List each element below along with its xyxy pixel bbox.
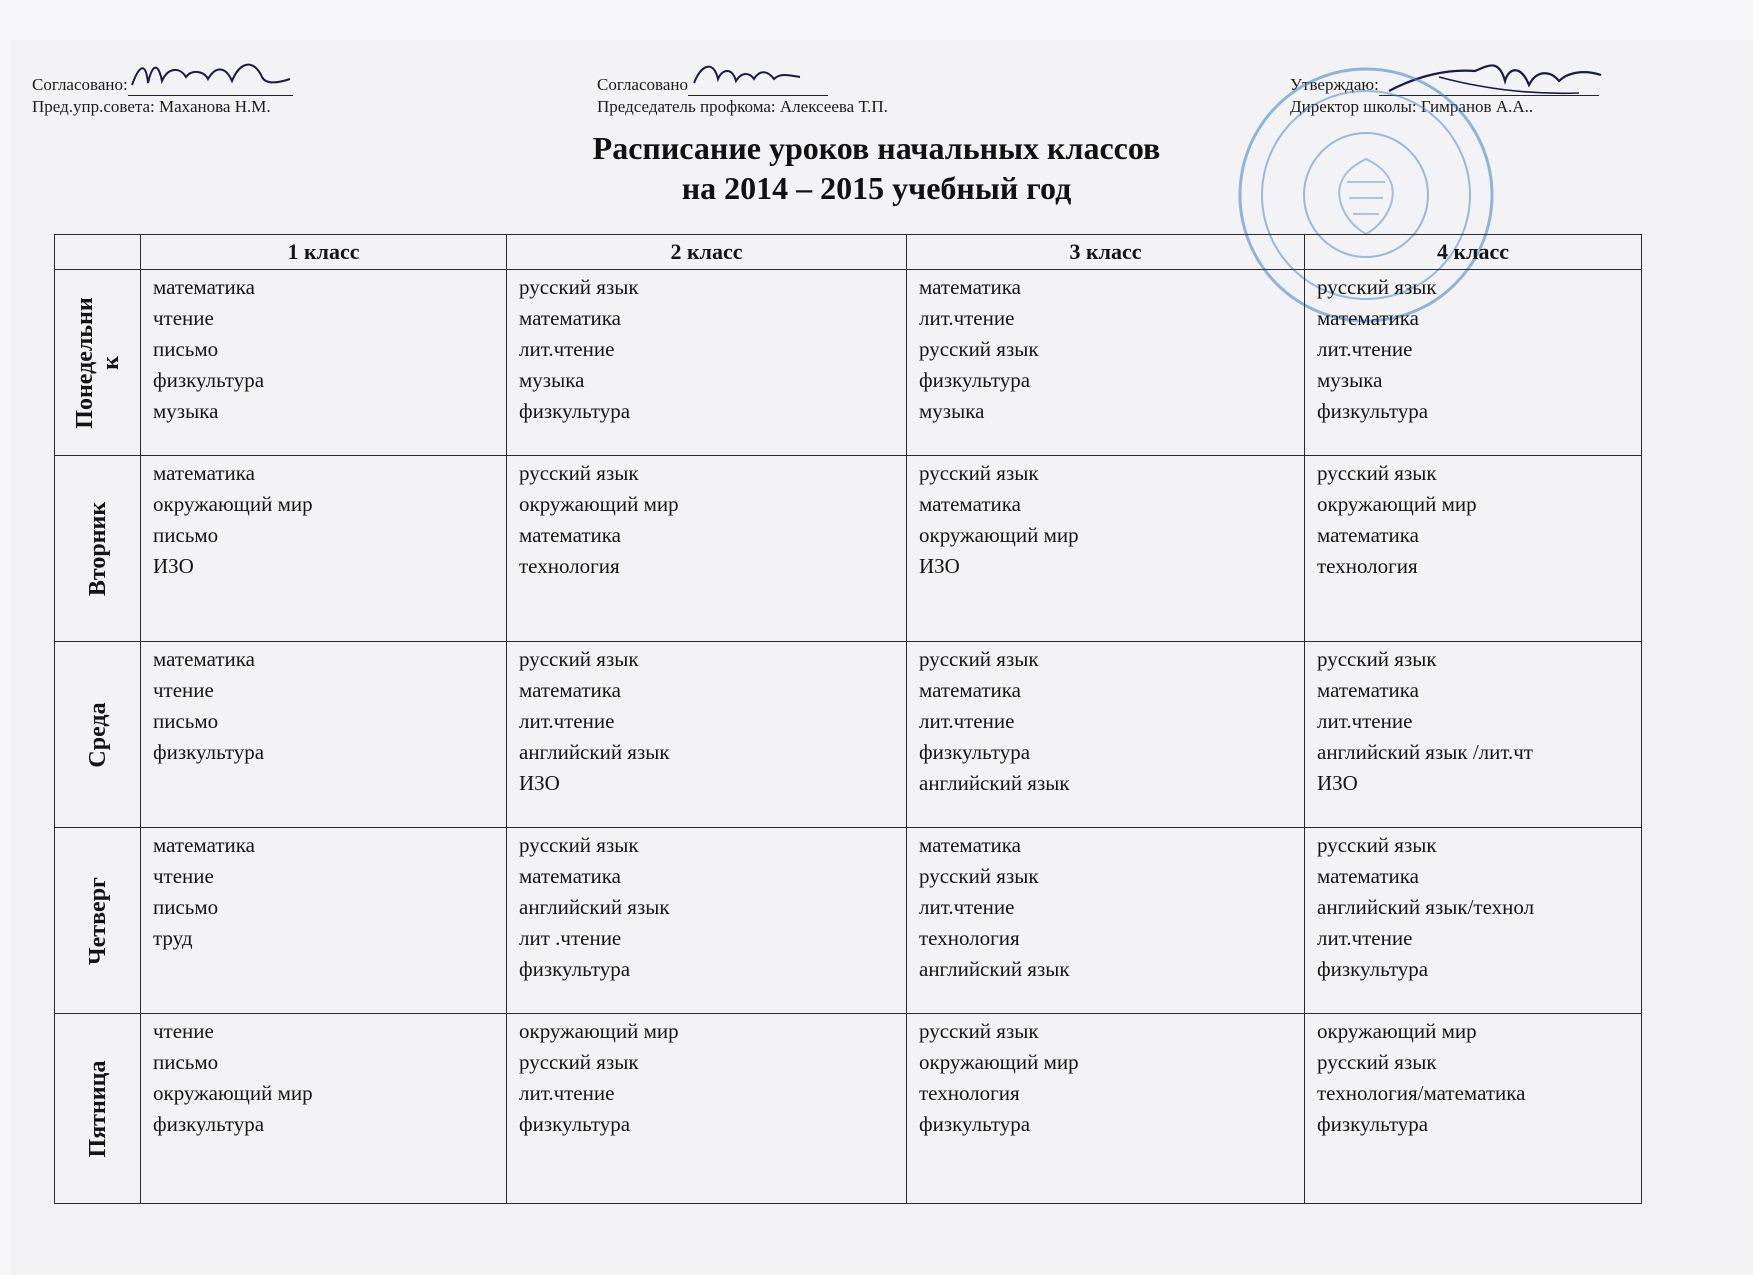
lesson-item: математика xyxy=(919,678,1021,702)
page-title xyxy=(0,128,1753,208)
lesson-item: русский язык xyxy=(519,647,639,671)
lesson-item: математика xyxy=(1317,678,1419,702)
header-corner xyxy=(55,235,141,270)
lesson-item: английский язык/технол xyxy=(1317,895,1535,919)
lesson-item: физкультура xyxy=(1317,399,1429,423)
title-line-1: Расписание уроков начальных классов xyxy=(592,130,1161,166)
lesson-cell xyxy=(141,1014,507,1204)
lesson-item: окружающий мир xyxy=(519,1019,679,1043)
lesson-item: письмо xyxy=(153,337,219,361)
day-label xyxy=(85,501,111,595)
lesson-item: лит.чтение xyxy=(919,709,1015,733)
lesson-item: технология xyxy=(519,554,620,578)
lesson-item: русский язык xyxy=(1317,1050,1437,1074)
lesson-item: русский язык xyxy=(519,1050,639,1074)
lesson-item: русский язык xyxy=(1317,275,1437,299)
schedule-table xyxy=(54,234,1642,1204)
lesson-cell xyxy=(907,828,1305,1014)
approval-block-center xyxy=(597,74,888,118)
day-cell xyxy=(55,1014,141,1204)
lesson-item: русский язык xyxy=(519,833,639,857)
lesson-item: музыка xyxy=(519,368,585,392)
title-line-2: на 2014 – 2015 учебный год xyxy=(681,170,1072,206)
approval-right-position: Директор школы: Гимранов А.А.. xyxy=(1290,97,1534,116)
lesson-item: русский язык xyxy=(1317,647,1437,671)
day-cell xyxy=(55,828,141,1014)
day-label xyxy=(72,297,124,428)
lesson-item: русский язык xyxy=(919,337,1039,361)
lesson-item: чтение xyxy=(153,678,214,702)
day-label-part: Понедельни xyxy=(71,296,98,429)
lesson-item: лит.чтение xyxy=(1317,709,1413,733)
table-row xyxy=(55,456,1642,642)
lesson-item: окружающий мир xyxy=(153,492,313,516)
lesson-item: математика xyxy=(1317,306,1419,330)
lesson-cell xyxy=(507,642,907,828)
lesson-item: русский язык xyxy=(919,461,1039,485)
lesson-item: окружающий мир xyxy=(1317,492,1477,516)
lesson-item: окружающий мир xyxy=(153,1081,313,1105)
signature-center xyxy=(688,77,828,96)
lesson-item: математика xyxy=(153,461,255,485)
lesson-item: русский язык xyxy=(919,864,1039,888)
lesson-item: английский язык xyxy=(519,895,670,919)
lesson-item: окружающий мир xyxy=(519,492,679,516)
lesson-cell xyxy=(907,456,1305,642)
lesson-item: математика xyxy=(153,275,255,299)
table-row xyxy=(55,1014,1642,1204)
lesson-cell xyxy=(1305,828,1642,1014)
approval-block-left xyxy=(32,74,293,118)
day-label xyxy=(85,1060,111,1157)
lesson-item: окружающий мир xyxy=(1317,1019,1477,1043)
lesson-item: физкультура xyxy=(919,740,1031,764)
lesson-item: лит.чтение xyxy=(519,709,615,733)
lesson-item: английский язык xyxy=(919,957,1070,981)
signature-left xyxy=(128,77,293,96)
lesson-item: технология xyxy=(919,1081,1020,1105)
lesson-item: математика xyxy=(153,647,255,671)
lesson-item: письмо xyxy=(153,523,219,547)
day-label-part: Вторник xyxy=(84,501,111,596)
day-cell xyxy=(55,642,141,828)
lesson-item: русский язык xyxy=(1317,833,1437,857)
day-label-part: к xyxy=(97,355,124,370)
day-label xyxy=(85,877,111,965)
lesson-item: физкультура xyxy=(1317,1112,1429,1136)
lesson-item: лит .чтение xyxy=(519,926,622,950)
lesson-item: лит.чтение xyxy=(919,895,1015,919)
lesson-item: окружающий мир xyxy=(919,1050,1079,1074)
lesson-item: английский язык /лит.чт xyxy=(1317,740,1533,764)
lesson-item: физкультура xyxy=(919,1112,1031,1136)
lesson-item: чтение xyxy=(153,1019,214,1043)
lesson-item: русский язык xyxy=(519,275,639,299)
lesson-cell xyxy=(907,270,1305,456)
lesson-item: технология xyxy=(1317,554,1418,578)
lesson-cell xyxy=(507,1014,907,1204)
lesson-item: физкультура xyxy=(153,1112,265,1136)
lesson-cell xyxy=(507,828,907,1014)
lesson-item: математика xyxy=(519,306,621,330)
lesson-item: русский язык xyxy=(919,1019,1039,1043)
header-class-2: 2 класс xyxy=(507,235,907,270)
lesson-cell xyxy=(507,270,907,456)
lesson-item: музыка xyxy=(153,399,219,423)
lesson-item: английский язык xyxy=(519,740,670,764)
lesson-item: технология/математика xyxy=(1317,1081,1526,1105)
lesson-item: ИЗО xyxy=(519,771,560,795)
lesson-item: физкультура xyxy=(1317,957,1429,981)
lesson-item: английский язык xyxy=(919,771,1070,795)
lesson-item: математика xyxy=(153,833,255,857)
day-cell xyxy=(55,270,141,456)
lesson-item: математика xyxy=(519,523,621,547)
lesson-cell xyxy=(1305,642,1642,828)
lesson-item: математика xyxy=(1317,523,1419,547)
lesson-item: физкультура xyxy=(153,368,265,392)
lesson-item: физкультура xyxy=(919,368,1031,392)
lesson-cell xyxy=(1305,270,1642,456)
lesson-item: ИЗО xyxy=(919,554,960,578)
header-class-3: 3 класс xyxy=(907,235,1305,270)
day-label-part: Среда xyxy=(84,701,111,768)
lesson-item: лит.чтение xyxy=(919,306,1015,330)
lesson-cell xyxy=(907,642,1305,828)
lesson-item: письмо xyxy=(153,1050,219,1074)
header-row xyxy=(55,235,1642,270)
approval-center-label: Согласовано xyxy=(597,75,688,94)
table-row xyxy=(55,828,1642,1014)
lesson-item: письмо xyxy=(153,895,219,919)
approval-left-position: Пред.упр.совета: Маханова Н.М. xyxy=(32,97,271,116)
lesson-item: математика xyxy=(919,275,1021,299)
lesson-cell xyxy=(141,456,507,642)
lesson-item: математика xyxy=(919,833,1021,857)
lesson-item: физкультура xyxy=(519,1112,631,1136)
lesson-item: физкультура xyxy=(519,399,631,423)
lesson-item: математика xyxy=(919,492,1021,516)
approval-left-label: Согласовано: xyxy=(32,75,128,94)
lesson-item: музыка xyxy=(919,399,985,423)
lesson-cell xyxy=(1305,1014,1642,1204)
day-label-part: Пятница xyxy=(84,1060,111,1157)
day-cell xyxy=(55,456,141,642)
lesson-item: ИЗО xyxy=(1317,771,1358,795)
lesson-item: лит.чтение xyxy=(519,1081,615,1105)
header-class-4: 4 класс xyxy=(1305,235,1642,270)
lesson-item: окружающий мир xyxy=(919,523,1079,547)
table-row xyxy=(55,270,1642,456)
header-class-1: 1 класс xyxy=(141,235,507,270)
lesson-item: русский язык xyxy=(519,461,639,485)
lesson-cell xyxy=(507,456,907,642)
lesson-item: труд xyxy=(153,926,193,950)
lesson-item: лит.чтение xyxy=(1317,337,1413,361)
day-label xyxy=(85,702,111,767)
lesson-item: лит.чтение xyxy=(519,337,615,361)
lesson-item: физкультура xyxy=(153,740,265,764)
day-label-part: Четверг xyxy=(84,876,111,965)
lesson-item: лит.чтение xyxy=(1317,926,1413,950)
approval-center-position: Председатель профкома: Алексеева Т.П. xyxy=(597,97,888,116)
lesson-cell xyxy=(1305,456,1642,642)
lesson-item: чтение xyxy=(153,306,214,330)
lesson-item: русский язык xyxy=(919,647,1039,671)
lesson-item: чтение xyxy=(153,864,214,888)
lesson-item: математика xyxy=(1317,864,1419,888)
lesson-item: технология xyxy=(919,926,1020,950)
lesson-cell xyxy=(141,828,507,1014)
lesson-cell xyxy=(907,1014,1305,1204)
lesson-item: музыка xyxy=(1317,368,1383,392)
lesson-item: математика xyxy=(519,864,621,888)
lesson-cell xyxy=(141,642,507,828)
approval-right-label: Утверждаю: xyxy=(1290,75,1379,94)
lesson-item: ИЗО xyxy=(153,554,194,578)
lesson-item: физкультура xyxy=(519,957,631,981)
lesson-item: письмо xyxy=(153,709,219,733)
lesson-cell xyxy=(141,270,507,456)
table-row xyxy=(55,642,1642,828)
lesson-item: математика xyxy=(519,678,621,702)
lesson-item: русский язык xyxy=(1317,461,1437,485)
